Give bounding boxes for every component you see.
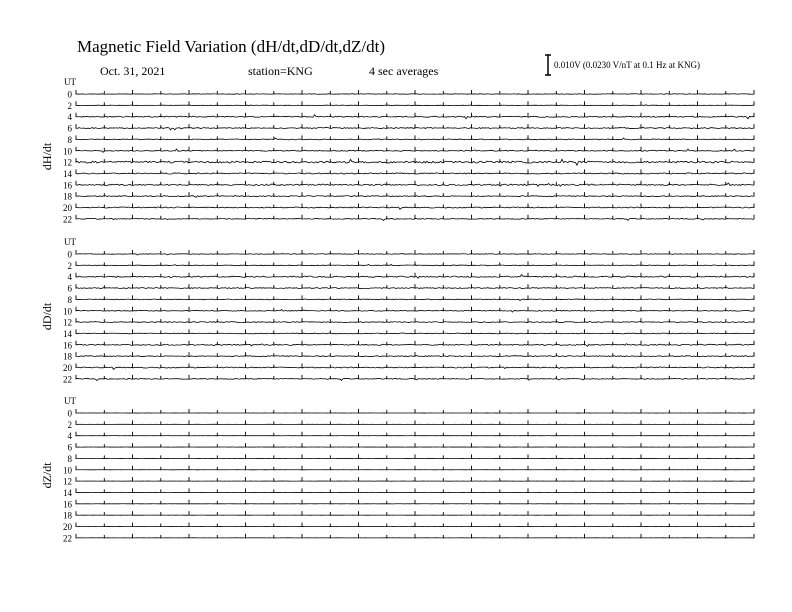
hour-label: 18 — [63, 510, 72, 521]
hour-label: 22 — [63, 533, 72, 544]
hour-label: 14 — [63, 328, 72, 339]
hour-label: 20 — [63, 363, 72, 373]
hour-label: 2 — [67, 100, 72, 111]
hour-label: 22 — [63, 214, 72, 225]
panel-dD-dt — [40, 237, 754, 384]
hour-label: 10 — [63, 306, 72, 317]
date-label: Oct. 31, 2021 — [100, 64, 166, 78]
hour-label: 4 — [67, 431, 72, 442]
ut-label: UT — [64, 77, 76, 87]
hour-label: 16 — [63, 340, 72, 351]
scale-bar — [545, 55, 551, 75]
hour-label: 10 — [63, 465, 72, 476]
hour-label: 8 — [67, 134, 72, 145]
hour-label: 8 — [67, 294, 72, 305]
hour-label: 12 — [63, 157, 72, 168]
hour-label: 8 — [67, 453, 72, 464]
hour-label: 16 — [63, 499, 72, 510]
hour-label: 12 — [63, 317, 72, 328]
hour-label: 2 — [67, 419, 72, 430]
hour-label: 22 — [63, 374, 72, 385]
hour-label: 4 — [67, 112, 72, 123]
hour-label: 16 — [63, 180, 72, 191]
panel-dH-dt — [40, 77, 754, 224]
hour-label: 0 — [67, 89, 72, 100]
hour-label: 12 — [63, 476, 72, 487]
averaging-label: 4 sec averages — [369, 64, 439, 78]
hour-label: 0 — [67, 249, 72, 260]
panel-dZ-dt — [40, 396, 754, 543]
hour-label: 6 — [67, 123, 72, 134]
station-label: station=KNG — [248, 64, 313, 78]
hour-label: 20 — [63, 203, 72, 213]
y-axis-label: dZ/dt — [40, 462, 54, 489]
hour-label: 4 — [67, 272, 72, 283]
hour-label: 6 — [67, 442, 72, 453]
hour-label: 14 — [63, 487, 72, 498]
scale-bar-label: 0.010V (0.0230 V/nT at 0.1 Hz at KNG) — [554, 60, 700, 70]
hour-label: 18 — [63, 351, 72, 362]
hour-label: 14 — [63, 168, 72, 179]
ut-label: UT — [64, 396, 76, 406]
hour-label: 6 — [67, 283, 72, 294]
y-axis-label: dH/dt — [40, 142, 54, 171]
y-axis-label: dD/dt — [40, 302, 54, 331]
hour-label: 20 — [63, 522, 72, 532]
hour-label: 18 — [63, 191, 72, 202]
hour-label: 10 — [63, 146, 72, 157]
ut-label: UT — [64, 237, 76, 247]
hour-label: 2 — [67, 260, 72, 271]
chart-title: Magnetic Field Variation (dH/dt,dD/dt,dZ/dt) — [77, 37, 386, 56]
hour-label: 0 — [67, 408, 72, 419]
